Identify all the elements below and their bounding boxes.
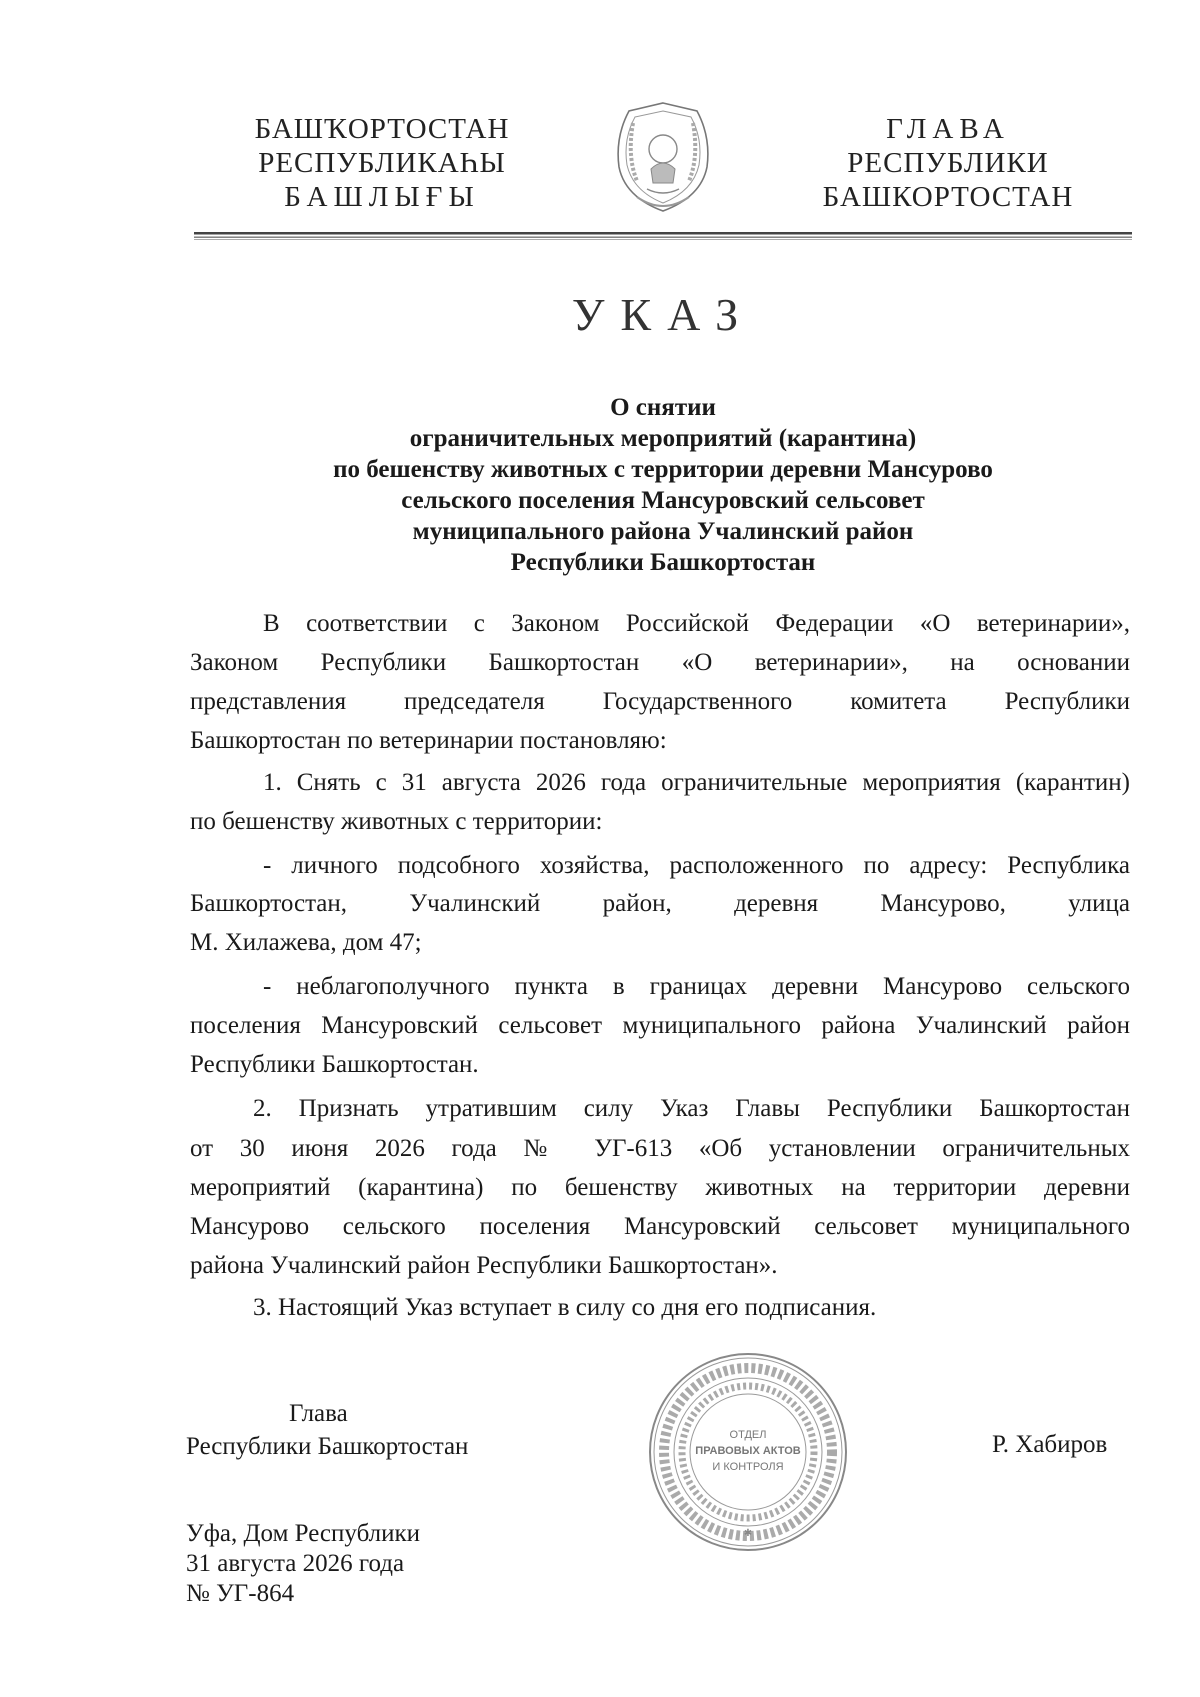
body-line: Мансурово сельского поселения Мансуровский сельсовет муниципального bbox=[190, 1213, 1130, 1240]
body-line: - личного подсобного хозяйства, расположенного по адресу: Республика bbox=[263, 852, 1130, 879]
subject-line: ограничительных мероприятий (карантина) bbox=[409, 425, 917, 452]
signatory-name: Р. Хабиров bbox=[992, 1431, 1108, 1458]
body-line: В соответствии с Законом Российской Федерации «О ветеринарии», bbox=[263, 610, 1130, 637]
place-line: Уфа, Дом Республики bbox=[186, 1520, 421, 1547]
subject-line: Республики Башкортостан bbox=[510, 549, 816, 576]
svg-text:✱: ✱ bbox=[743, 1528, 753, 1539]
body-line: - неблагополучного пункта в границах деревни Мансурово сельского bbox=[263, 973, 1130, 1000]
signatory-title-line: Республики Башкортостан bbox=[186, 1433, 469, 1460]
coat-of-arms-icon bbox=[607, 97, 719, 217]
stamp-line: И КОНТРОЛЯ bbox=[712, 1461, 784, 1473]
header-divider bbox=[194, 231, 1132, 241]
decree-title: УКАЗ bbox=[571, 289, 755, 340]
body-line: Башкортостан по ветеринарии постановляю: bbox=[190, 727, 667, 754]
stamp-line: ПРАВОВЫХ АКТОВ bbox=[695, 1445, 801, 1457]
header-right-line-1: ГЛАВА bbox=[886, 113, 1010, 145]
body-line: представления председателя Государственного комитета Республики bbox=[190, 688, 1130, 715]
body-line: Законом Республики Башкортостан «О ветеринарии», на основании bbox=[190, 649, 1130, 676]
header-right-line-3: БАШКОРТОСТАН bbox=[822, 181, 1074, 213]
subject-line: муниципального района Учалинский район bbox=[412, 518, 914, 545]
decree-place-date bbox=[186, 1519, 516, 1609]
subject-line: по бешенству животных с территории деревни Мансурово bbox=[333, 456, 993, 483]
date-line: 31 августа 2026 года bbox=[186, 1550, 405, 1577]
decree-subject bbox=[200, 392, 1126, 578]
official-stamp-icon bbox=[646, 1350, 850, 1554]
body-line: М. Хилажева, дом 47; bbox=[190, 929, 422, 956]
header-left-line-1: БАШҠОРТОСТАН bbox=[254, 113, 510, 145]
header-right-line-2: РЕСПУБЛИКИ bbox=[847, 147, 1049, 179]
stamp-line: ОТДЕЛ bbox=[729, 1429, 767, 1441]
body-line: мероприятий (карантина) по бешенству животных на территории деревни bbox=[190, 1174, 1130, 1201]
header-russian-title bbox=[783, 112, 1113, 214]
body-line: 2. Признать утратившим силу Указ Главы Республики Башкортостан bbox=[253, 1095, 1130, 1122]
body-line: района Учалинский район Республики Башкортостан». bbox=[190, 1252, 778, 1279]
body-line: 1. Снять с 31 августа 2026 года ограничительные мероприятия (карантин) bbox=[263, 769, 1130, 796]
header-left-line-3: БАШЛЫҒЫ bbox=[284, 181, 480, 213]
header-bashkir-title bbox=[212, 112, 552, 214]
body-line: по бешенству животных с территории: bbox=[190, 808, 603, 835]
signatory-title-line: Глава bbox=[289, 1400, 348, 1427]
body-line: от 30 июня 2026 года № УГ-613 «Об установлении ограничительных bbox=[190, 1135, 1130, 1162]
subject-line: сельского поселения Мансуровский сельсовет bbox=[401, 487, 925, 514]
body-line: поселения Мансуровский сельсовет муниципального района Учалинский район bbox=[190, 1012, 1130, 1039]
subject-line: О снятии bbox=[610, 394, 716, 421]
signatory-title bbox=[186, 1397, 516, 1463]
header-left-line-2: РЕСПУБЛИКАҺЫ bbox=[258, 147, 506, 179]
body-line: Республики Башкортостан. bbox=[190, 1051, 479, 1078]
body-line: Башкортостан, Учалинский район, деревня Мансурово, улица bbox=[190, 890, 1130, 917]
number-line: № УГ-864 bbox=[186, 1580, 295, 1607]
body-line: 3. Настоящий Указ вступает в силу со дня его подписания. bbox=[253, 1294, 877, 1321]
